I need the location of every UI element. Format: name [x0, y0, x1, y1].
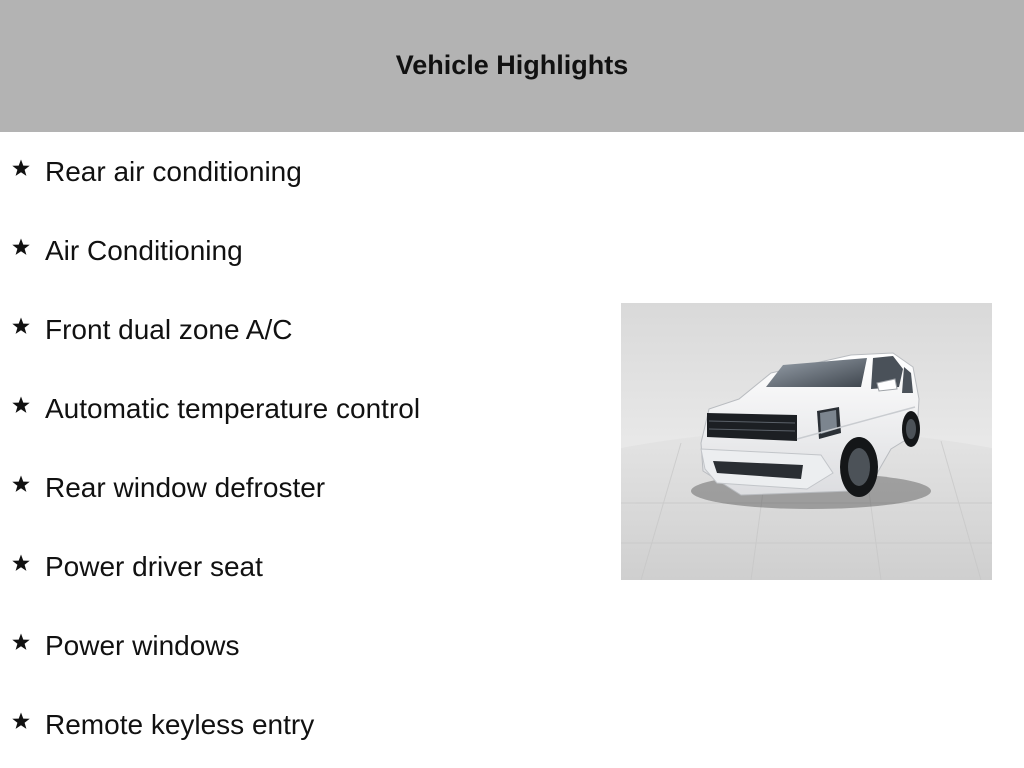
star-icon: [11, 237, 31, 257]
list-item-label: Power windows: [45, 630, 240, 661]
star-icon: [11, 395, 31, 415]
list-item-label: Air Conditioning: [45, 235, 243, 266]
list-item-label: Rear air conditioning: [45, 156, 302, 187]
list-item-label: Remote keyless entry: [45, 709, 315, 740]
list-item-label: Rear window defroster: [45, 472, 326, 503]
list-item-label: Power driver seat: [45, 551, 263, 582]
star-icon: [11, 474, 31, 494]
list-item-label: Automatic temperature control: [45, 393, 421, 424]
page-header: [0, 0, 1024, 132]
star-icon: [11, 316, 31, 336]
star-icon: [11, 158, 31, 178]
list-item-label: Front dual zone A/C: [45, 314, 293, 345]
star-icon: [11, 711, 31, 731]
vehicle-photo: [621, 303, 992, 580]
star-icon: [11, 632, 31, 652]
star-icon: [11, 553, 31, 573]
page-title: Vehicle Highlights: [395, 49, 629, 80]
